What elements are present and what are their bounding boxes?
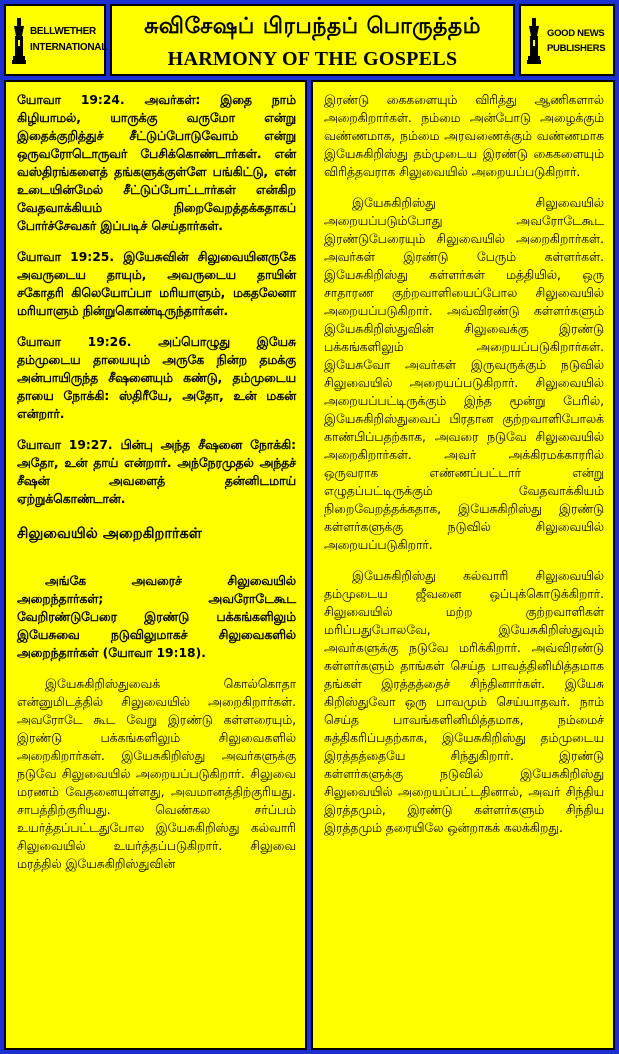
bell-tower-icon [527,18,541,64]
section-intro: அங்கே அவரைச் சிலுவையில் அறைந்தார்கள்; அவரோடேகூட வேறிரண்டுபேரை இரண்டு பக்கங்களிலும் இயேசுவை நடுவிலுமாகச் சிலுவைகளில் அறைந்தார்கள் (யோவா 19:18). [17,574,296,660]
bellwether-logo-text [30,24,108,56]
right-column [311,80,615,1050]
commentary-paragraph: இயேசுகிறிஸ்து கல்வாரி சிலுவையில் தம்முடைய ஜீவனை ஒப்புக்கொடுக்கிறார். சிலுவையில் மற்ற குற்றவாளிகள் மரிப்பதுபோலவே, இயேசுகிறிஸ்துவும் அவர்களுக்கு நடுவே மரிக்கிறார். அவ்விரண்டு கள்ளர்களும் தாங்கள் செய்த பாவத்தினிமித்தமாக தங்கள் இரத்தத்தைச் சிந்தினார்கள். இயேசு கிறிஸ்துவோ ஒரு பாவமும் செய்யாதவர். நாம் செய்த பாவங்களினிமித்தமாக, நம்மைச் சுத்திகரிப்பதற்காக, இயேசுகிறிஸ்து தம்முடைய இரத்தத்தையே சிந்துகிறார். இரண்டு கள்ளர்களுக்கு நடுவில் இயேசுகிறிஸ்து சிலுவையில் அறையப்பட்டதினால், அவர் சிந்திய இரத்தமும், இரண்டு கள்ளர்களும் சிந்திய இரத்தமும் தரையிலே ஒன்றாகக் கலக்கிறது. [324,569,604,835]
header [4,4,615,76]
right-logo-line1: GOOD NEWS [547,28,605,39]
bell-tower-icon [12,18,26,64]
page-title-english: HARMONY OF THE GOSPELS [167,48,458,70]
verse-john-19-25: யோவா 19:25. இயேசுவின் சிலுவையினருகே அவருடைய தாயும், அவருடைய தாயின் சகோதரி கிலெயோப்பா மரியாளும், மகதலேனா மரியாளும் நின்றுகொண்டிருந்தார்கள். [17,250,296,318]
commentary-paragraph: இயேசுகிறிஸ்துவைக் கொல்கொதா என்னுமிடத்தில் சிலுவையில் அறைகிறார்கள். அவரோடே கூட வேறு இரண்டு கள்ளரையும், இரண்டு பக்கங்களிலும் சிலுவைகளில் அறைகிறார்கள். இயேசுகிறிஸ்து அவர்களுக்கு நடுவே சிலுவையில் அறையப்படுகிறார். சிலுவை மரணம் வேதனையுள்ளது, அவமானத்திற்குரியது. சாபத்திற்குரியது. வெண்கல சர்ப்பம் உயர்த்தப்பட்டதுபோல இயேசுகிறிஸ்து கல்வாரி சிலுவையில் உயர்த்தப்படுகிறார். சிலுவை மரத்தில் இயேசுகிறிஸ்துவின் [17,677,296,871]
left-logo-line2: INTERNATIONAL [30,42,108,53]
bellwether-logo-box [4,4,106,76]
bellwether-logo [10,16,108,68]
verse-john-19-24: யோவா 19:24. அவர்கள்: இதை நாம் கிழியாமல், யாருக்கு வருமோ என்று இதைக்குறித்துச் சீட்டுப்போடுவோம் என்று ஒருவரோடொருவர் பேசிக்கொண்டார்கள். என் வஸ்திரங்களைத் தங்களுக்குள்ளே பங்கிட்டு, என் உடையின்மேல் சீட்டுப்போட்டார்கள் என்கிற வேதவாக்கியம் நிறைவேறத்தக்கதாகப் போர்ச்சேவகர் இப்படிச் செய்தார்கள். [17,93,296,233]
verse-john-19-27: யோவா 19:27. பின்பு அந்த சீஷனை நோக்கி: அதோ, உன் தாய் என்றார். அந்நேரமுதல் அந்தச் சீஷன் அவளைத் தன்னிடமாய் ஏற்றுக்கொண்டான். [17,438,296,506]
title-box [110,4,515,76]
verse-john-19-26: யோவா 19:26. அப்பொழுது இயேசு தம்முடைய தாயையும் அருகே நின்ற தமக்கு அன்பாயிருந்த சீஷனையும் கண்டு, தம்முடைய தாயை நோக்கி: ஸ்திரீயே, அதோ, உன் மகன் என்றார். [17,335,296,421]
good-news-logo [525,16,615,68]
right-logo-line2: PUBLISHERS [547,43,606,54]
left-logo-line1: BELLWETHER [30,26,96,37]
good-news-logo-box [519,4,615,76]
page-title-tamil: சுவிசேஷப் பிரபந்தப் பொருத்தம் [144,14,481,39]
commentary-paragraph: இரண்டு கைகளையும் விரித்து ஆணிகளால் அறைகிறார்கள். நம்மை அன்போடு அழைக்கும் வண்ணமாக, நம்மை அரவணைக்கும் வண்ணமாக இயேசுகிறிஸ்து தம்முடைய இரண்டு கைகளையும் விரித்தவராக சிலுவையில் அறையப்படுகிறார். [324,93,604,179]
section-heading: சிலுவையில் அறைகிறார்கள் [17,526,202,542]
left-column [4,80,307,1050]
commentary-paragraph: இயேசுகிறிஸ்து சிலுவையில் அறையப்படும்போது அவரோடேகூட இரண்டுபேரையும் சிலுவையில் அறைகிறார்கள். அவர்கள் இரண்டு பேரும் கள்ளர்கள். இயேசுகிறிஸ்து கள்ளர்கள் மத்தியில், ஒரு சாதாரண குற்றவாளியைப்போல சிலுவையில் அறையப்படுகிறார். அவ்விரண்டு கள்ளர்களும் இயேசுகிறிஸ்துவின் சிலுவைக்கு இரண்டு பக்கங்களிலும் அறையப்படுகிறார்கள். இயேசுவோ அவர்கள் இருவருக்கும் நடுவில் சிலுவையில் அறையப்படுகிறார். சிலுவையில் அறையப்பட்டிருக்கும் இந்த மூன்று பேரில், இயேசுகிறிஸ்துவைப் பிரதான குற்றவாளிபோலக் காண்பிப்பதற்காக, அவரை நடுவே சிலுவையில் அறைகிறார்கள். அவர் அக்கிரமக்காரரில் ஒருவராக எண்ணப்பட்டார் என்று எழுதப்பட்டிருக்கும் வேதவாக்கியம் நிறைவேறத்தக்கதாக, இயேசுகிறிஸ்து இரண்டு கள்ளர்களுக்கு நடுவில் சிலுவையில் அறையப்படுகிறார். [324,196,604,552]
good-news-logo-text [547,26,619,56]
